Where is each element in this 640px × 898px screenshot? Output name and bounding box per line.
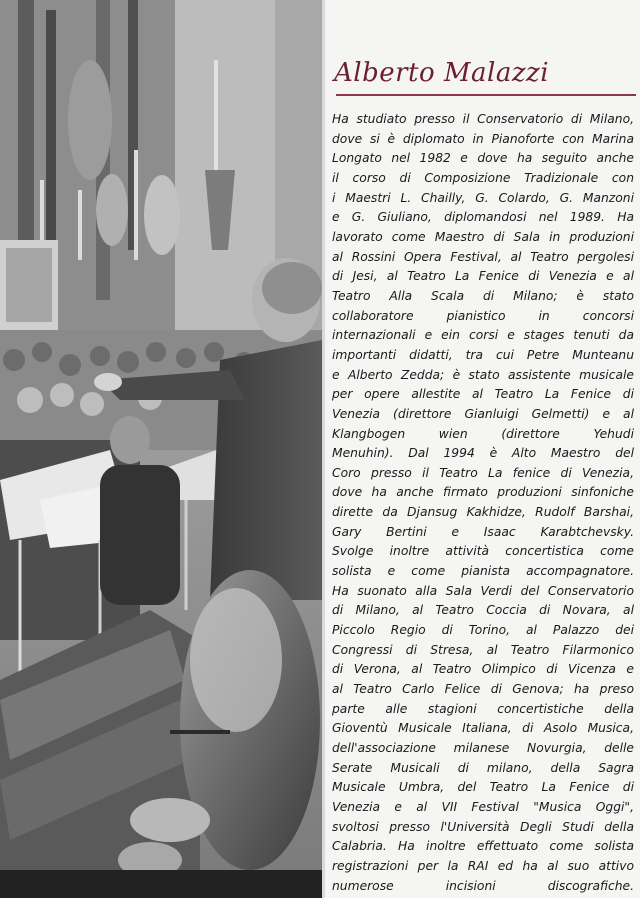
biography-line: al Rossini Opera Festival, al Teatro pergolesi — [332, 249, 634, 264]
biography-line: Ha studiato presso il Conservatorio di Milano, — [332, 112, 634, 126]
artist-name-heading: Alberto Malazzi — [334, 58, 550, 88]
biography-line: Congressi di Stresa, al Teatro Filarmonico — [332, 642, 634, 657]
biography-line: e Alberto Zedda; è stato assistente musicale — [332, 367, 634, 382]
biography-line: solista e come pianista accompagnatore. — [332, 564, 634, 579]
heading-underline — [336, 94, 636, 96]
biography-line: Venezia (direttore Gianluigi Gelmetti) e al — [332, 406, 634, 421]
biography-line: dell'associazione milanese Novurgia, delle — [332, 741, 634, 755]
biography-line: i Maestri L. Chailly, G. Colardo, G. Manzoni — [332, 190, 634, 205]
photo-divider — [322, 0, 325, 898]
biography-column — [330, 0, 634, 898]
biography-line: di Verona, al Teatro Olimpico di Vicenza e — [332, 662, 634, 677]
biography-line: svoltosi presso l'Università Degli Studi della — [332, 819, 634, 834]
biography-line: dirette da Djansug Kakhidze, Rudolf Barshai, — [332, 505, 634, 520]
biography-line: importanti didatti, tra cui Petre Munteanu — [332, 347, 634, 362]
biography-line: Gary Bertini e Isaac Karabtchevsky. — [332, 524, 634, 539]
biography-text — [332, 110, 634, 896]
biography-line: Piccolo Regio di Torino, al Palazzo dei — [332, 623, 634, 638]
biography-line: Gioventù Musicale Italiana, di Asolo Musica, — [332, 721, 634, 736]
biography-line: di Milano, al Teatro Coccia di Novara, al — [332, 603, 634, 618]
biography-line: per opere allestite al Teatro La Fenice di — [332, 387, 634, 402]
biography-line: Serate Musicali di milano, della Sagra — [332, 760, 634, 775]
biography-line: Menuhin). Dal 1994 è Alto Maestro del — [332, 446, 634, 461]
biography-line: al Teatro Carlo Felice di Genova; ha preso — [332, 682, 634, 697]
biography-line: Venezia e al VII Festival "Musica Oggi", — [332, 799, 634, 814]
biography-line: Musicale Umbra, del Teatro La Fenice di — [332, 780, 634, 795]
biography-line: numerose incisioni discografiche. — [332, 878, 634, 893]
biography-line: collaboratore pianistico in concorsi — [332, 308, 634, 323]
biography-line: il corso di Composizione Tradizionale con — [332, 170, 634, 185]
biography-line: dove si è diplomato in Pianoforte con Marina — [332, 131, 634, 146]
biography-line: internazionali e ein corsi e stages tenuti da — [332, 328, 634, 343]
biography-line: e G. Giuliano, diplomandosi nel 1989. Ha — [332, 210, 634, 225]
biography-line: Klangbogen wien (direttore Yehudi — [332, 426, 634, 441]
biography-line: Ha suonato alla Sala Verdi del Conservatorio — [332, 583, 634, 598]
biography-line: lavorato come Maestro di Sala in produzioni — [332, 229, 634, 244]
biography-line: di Jesi, al Teatro La Fenice di Venezia e al — [332, 269, 634, 284]
biography-line: registrazioni per la RAI ed ha al suo attivo — [332, 858, 634, 873]
biography-line: Coro presso il Teatro La fenice di Venezia, — [332, 465, 634, 480]
biography-line: Longato nel 1982 e dove ha seguito anche — [332, 151, 634, 166]
biography-line: dove ha anche firmato produzioni sinfoniche — [332, 485, 634, 500]
biography-line: Calabria. Ha inoltre effettuato come solista — [332, 839, 634, 854]
biography-line: Svolge inoltre attività concertistica come — [332, 544, 634, 559]
biography-line: Teatro Alla Scala di Milano; è stato — [332, 288, 634, 303]
biography-line: parte alle stagioni concertistiche della — [332, 701, 634, 716]
